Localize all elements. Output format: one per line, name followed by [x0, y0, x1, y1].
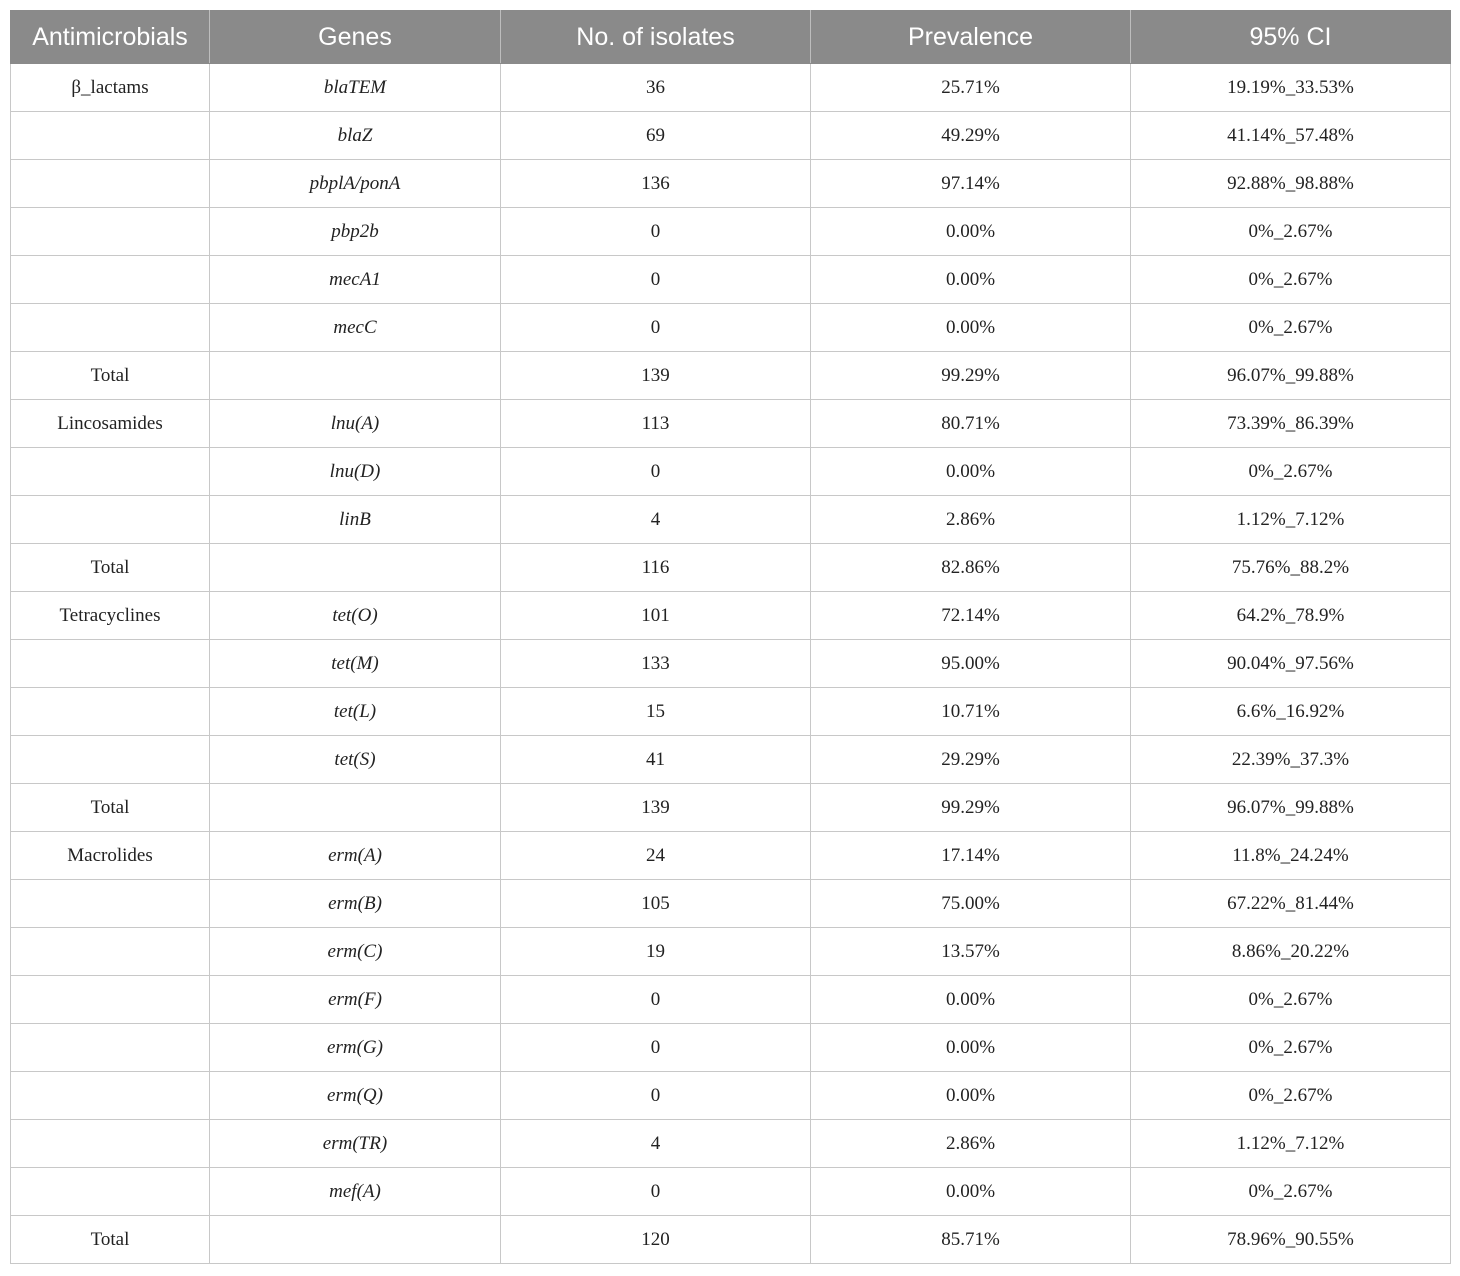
ci-cell: 0%_2.67%	[1131, 448, 1451, 496]
isolates-cell: 0	[501, 1024, 811, 1072]
prevalence-cell: 0.00%	[811, 976, 1131, 1024]
table-body	[11, 64, 1451, 1264]
prevalence-cell: 0.00%	[811, 256, 1131, 304]
gene-cell: erm(F)	[210, 976, 501, 1024]
antimicrobial-cell	[11, 208, 210, 256]
ci-cell: 0%_2.67%	[1131, 1024, 1451, 1072]
ci-cell: 11.8%_24.24%	[1131, 832, 1451, 880]
antimicrobial-cell	[11, 496, 210, 544]
isolates-cell: 133	[501, 640, 811, 688]
gene-cell	[210, 352, 501, 400]
ci-cell: 75.76%_88.2%	[1131, 544, 1451, 592]
antimicrobial-cell	[11, 1120, 210, 1168]
table-row	[11, 160, 1451, 208]
prevalence-cell: 2.86%	[811, 496, 1131, 544]
table-row	[11, 880, 1451, 928]
column-header-ci: 95% CI	[1131, 11, 1451, 64]
table-row	[11, 1072, 1451, 1120]
ci-cell: 22.39%_37.3%	[1131, 736, 1451, 784]
prevalence-cell: 82.86%	[811, 544, 1131, 592]
table-header	[11, 11, 1451, 64]
gene-cell: pbplA/ponA	[210, 160, 501, 208]
table-row	[11, 496, 1451, 544]
prevalence-cell: 80.71%	[811, 400, 1131, 448]
table-row	[11, 304, 1451, 352]
antimicrobial-cell	[11, 1024, 210, 1072]
ci-cell: 8.86%_20.22%	[1131, 928, 1451, 976]
gene-cell: tet(M)	[210, 640, 501, 688]
table-row	[11, 592, 1451, 640]
ci-cell: 78.96%_90.55%	[1131, 1216, 1451, 1264]
gene-cell: mecA1	[210, 256, 501, 304]
ci-cell: 0%_2.67%	[1131, 1168, 1451, 1216]
isolates-cell: 113	[501, 400, 811, 448]
gene-cell	[210, 784, 501, 832]
prevalence-cell: 17.14%	[811, 832, 1131, 880]
antimicrobial-cell: Macrolides	[11, 832, 210, 880]
prevalence-cell: 0.00%	[811, 1168, 1131, 1216]
isolates-cell: 136	[501, 160, 811, 208]
antimicrobial-cell	[11, 304, 210, 352]
ci-cell: 1.12%_7.12%	[1131, 496, 1451, 544]
table-row	[11, 544, 1451, 592]
gene-cell: erm(Q)	[210, 1072, 501, 1120]
isolates-cell: 105	[501, 880, 811, 928]
ci-cell: 0%_2.67%	[1131, 976, 1451, 1024]
gene-cell: pbp2b	[210, 208, 501, 256]
gene-cell: erm(G)	[210, 1024, 501, 1072]
antimicrobial-cell	[11, 256, 210, 304]
table-row	[11, 112, 1451, 160]
column-header-genes: Genes	[210, 11, 501, 64]
prevalence-cell: 0.00%	[811, 1072, 1131, 1120]
gene-cell: erm(C)	[210, 928, 501, 976]
prevalence-cell: 0.00%	[811, 1024, 1131, 1072]
antimicrobial-cell	[11, 448, 210, 496]
ci-cell: 67.22%_81.44%	[1131, 880, 1451, 928]
antimicrobial-cell: Total	[11, 544, 210, 592]
isolates-cell: 4	[501, 1120, 811, 1168]
table-row	[11, 1024, 1451, 1072]
ci-cell: 90.04%_97.56%	[1131, 640, 1451, 688]
antimicrobial-cell: β_lactams	[11, 64, 210, 112]
table-row	[11, 832, 1451, 880]
ci-cell: 0%_2.67%	[1131, 1072, 1451, 1120]
table-row	[11, 64, 1451, 112]
antimicrobial-cell	[11, 880, 210, 928]
isolates-cell: 41	[501, 736, 811, 784]
antimicrobial-cell: Tetracyclines	[11, 592, 210, 640]
prevalence-cell: 0.00%	[811, 448, 1131, 496]
column-header-isolates: No. of isolates	[501, 11, 811, 64]
isolates-cell: 0	[501, 304, 811, 352]
ci-cell: 0%_2.67%	[1131, 304, 1451, 352]
isolates-cell: 0	[501, 976, 811, 1024]
ci-cell: 92.88%_98.88%	[1131, 160, 1451, 208]
prevalence-cell: 0.00%	[811, 208, 1131, 256]
antimicrobial-cell: Total	[11, 1216, 210, 1264]
gene-cell	[210, 544, 501, 592]
gene-cell: tet(L)	[210, 688, 501, 736]
antimicrobial-cell: Total	[11, 352, 210, 400]
table-row	[11, 1216, 1451, 1264]
antimicrobial-cell	[11, 1168, 210, 1216]
prevalence-cell: 2.86%	[811, 1120, 1131, 1168]
prevalence-cell: 72.14%	[811, 592, 1131, 640]
gene-cell: lnu(D)	[210, 448, 501, 496]
gene-cell: linB	[210, 496, 501, 544]
table-row	[11, 1120, 1451, 1168]
gene-cell: blaZ	[210, 112, 501, 160]
isolates-cell: 139	[501, 352, 811, 400]
table-row	[11, 784, 1451, 832]
isolates-cell: 0	[501, 256, 811, 304]
ci-cell: 41.14%_57.48%	[1131, 112, 1451, 160]
table-row	[11, 400, 1451, 448]
ci-cell: 0%_2.67%	[1131, 256, 1451, 304]
isolates-cell: 101	[501, 592, 811, 640]
gene-cell: tet(O)	[210, 592, 501, 640]
antimicrobial-cell	[11, 736, 210, 784]
antimicrobial-cell	[11, 928, 210, 976]
prevalence-cell: 97.14%	[811, 160, 1131, 208]
gene-cell: lnu(A)	[210, 400, 501, 448]
isolates-cell: 36	[501, 64, 811, 112]
ci-cell: 6.6%_16.92%	[1131, 688, 1451, 736]
gene-cell: mef(A)	[210, 1168, 501, 1216]
gene-cell: mecC	[210, 304, 501, 352]
isolates-cell: 116	[501, 544, 811, 592]
prevalence-cell: 75.00%	[811, 880, 1131, 928]
gene-prevalence-table	[10, 10, 1451, 1264]
isolates-cell: 19	[501, 928, 811, 976]
header-row	[11, 11, 1451, 64]
ci-cell: 0%_2.67%	[1131, 208, 1451, 256]
antimicrobial-cell	[11, 160, 210, 208]
ci-cell: 96.07%_99.88%	[1131, 784, 1451, 832]
column-header-prevalence: Prevalence	[811, 11, 1131, 64]
antimicrobial-cell	[11, 640, 210, 688]
isolates-cell: 15	[501, 688, 811, 736]
prevalence-cell: 95.00%	[811, 640, 1131, 688]
prevalence-cell: 85.71%	[811, 1216, 1131, 1264]
gene-cell: erm(A)	[210, 832, 501, 880]
gene-cell: blaTEM	[210, 64, 501, 112]
table-row	[11, 640, 1451, 688]
isolates-cell: 4	[501, 496, 811, 544]
column-header-antimicrobials: Antimicrobials	[11, 11, 210, 64]
ci-cell: 73.39%_86.39%	[1131, 400, 1451, 448]
prevalence-cell: 29.29%	[811, 736, 1131, 784]
prevalence-cell: 0.00%	[811, 304, 1131, 352]
isolates-cell: 0	[501, 1072, 811, 1120]
isolates-cell: 120	[501, 1216, 811, 1264]
isolates-cell: 69	[501, 112, 811, 160]
isolates-cell: 0	[501, 1168, 811, 1216]
isolates-cell: 0	[501, 208, 811, 256]
table-row	[11, 256, 1451, 304]
gene-cell: tet(S)	[210, 736, 501, 784]
table-row	[11, 1168, 1451, 1216]
gene-cell	[210, 1216, 501, 1264]
ci-cell: 19.19%_33.53%	[1131, 64, 1451, 112]
table-row	[11, 736, 1451, 784]
ci-cell: 1.12%_7.12%	[1131, 1120, 1451, 1168]
prevalence-cell: 13.57%	[811, 928, 1131, 976]
gene-cell: erm(B)	[210, 880, 501, 928]
antimicrobial-cell: Total	[11, 784, 210, 832]
isolates-cell: 139	[501, 784, 811, 832]
antimicrobial-cell	[11, 976, 210, 1024]
table-row	[11, 208, 1451, 256]
antimicrobial-cell: Lincosamides	[11, 400, 210, 448]
ci-cell: 96.07%_99.88%	[1131, 352, 1451, 400]
prevalence-cell: 25.71%	[811, 64, 1131, 112]
prevalence-cell: 10.71%	[811, 688, 1131, 736]
antimicrobial-cell	[11, 688, 210, 736]
antimicrobial-cell	[11, 1072, 210, 1120]
ci-cell: 64.2%_78.9%	[1131, 592, 1451, 640]
isolates-cell: 24	[501, 832, 811, 880]
table-row	[11, 976, 1451, 1024]
prevalence-cell: 99.29%	[811, 784, 1131, 832]
antimicrobial-cell	[11, 112, 210, 160]
table-row	[11, 448, 1451, 496]
table-row	[11, 688, 1451, 736]
prevalence-cell: 49.29%	[811, 112, 1131, 160]
table-row	[11, 928, 1451, 976]
table-row	[11, 352, 1451, 400]
gene-cell: erm(TR)	[210, 1120, 501, 1168]
prevalence-cell: 99.29%	[811, 352, 1131, 400]
isolates-cell: 0	[501, 448, 811, 496]
